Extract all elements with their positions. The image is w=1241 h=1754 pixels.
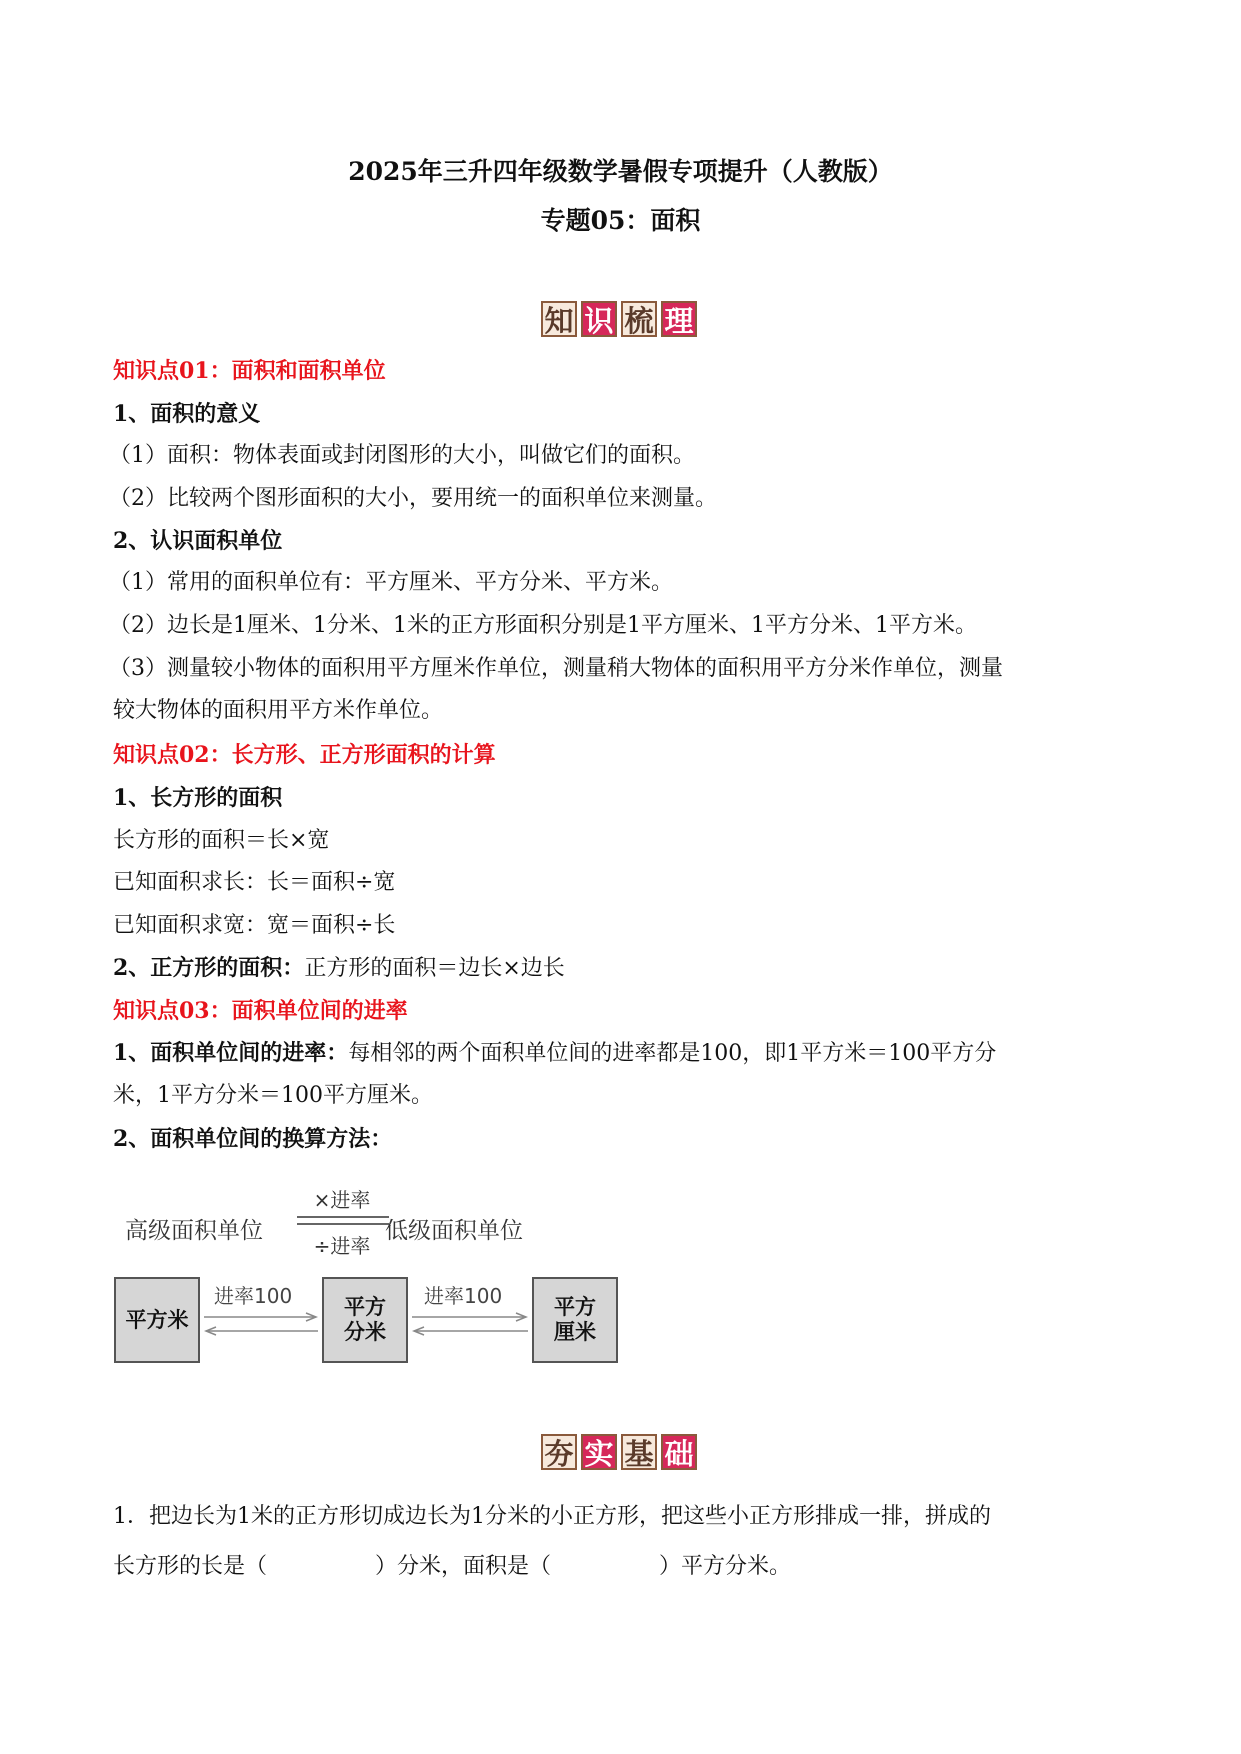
kp2-heading: 知识点02：长方形、正方形面积的计算 — [113, 742, 496, 768]
question-1-line2 — [113, 1553, 791, 1581]
kp2-section2-text: 正方形的面积＝边长×边长 — [304, 956, 565, 981]
banner-knowledge-review — [541, 301, 697, 337]
banner-char: 基 — [621, 1434, 657, 1470]
banner-char: 知 — [541, 301, 577, 337]
unit-box-square-decimeter — [322, 1277, 408, 1363]
question-1-text: 长方形的长是（ — [113, 1554, 268, 1579]
banner-char: 识 — [581, 301, 617, 337]
question-1-text: ）分米，面积是（ — [375, 1554, 552, 1579]
kp3-heading: 知识点03：面积单位间的进率 — [113, 998, 408, 1024]
unit-box-label: 平方 — [344, 1295, 386, 1319]
double-line-icon — [295, 1214, 391, 1228]
kp2-section1-title: 1、长方形的面积 — [113, 785, 283, 811]
banner-char: 础 — [661, 1434, 697, 1470]
double-arrow-icon — [202, 1311, 320, 1337]
document-title: 2025年三升四年级数学暑假专项提升（人教版） — [348, 157, 893, 186]
kp1-item-continued: 较大物体的面积用平方米作单位。 — [113, 698, 444, 723]
kp3-section1-continued: 米，1平方分米＝100平方厘米。 — [113, 1083, 433, 1108]
kp1-item: （1）面积：物体表面或封闭图形的大小，叫做它们的面积。 — [109, 443, 695, 468]
document-subtitle: 专题05：面积 — [540, 206, 701, 235]
banner-char: 理 — [661, 301, 697, 337]
banner-char: 实 — [581, 1434, 617, 1470]
kp1-item: （1）常用的面积单位有：平方厘米、平方分米、平方米。 — [109, 570, 673, 595]
unit-box-label: 分米 — [344, 1320, 386, 1344]
area-units-diagram — [114, 1277, 624, 1372]
unit-box-square-meter — [114, 1277, 200, 1363]
kp1-heading: 知识点01：面积和面积单位 — [113, 358, 386, 384]
kp3-section1-title: 1、面积单位间的进率： — [113, 1040, 349, 1066]
banner-solid-foundation — [541, 1434, 697, 1470]
conversion-bottom-label: ÷进率 — [313, 1234, 371, 1258]
conversion-top-label: ×进率 — [313, 1188, 371, 1212]
kp2-section2-title: 2、正方形的面积： — [113, 955, 305, 981]
kp3-section1-text: 每相邻的两个面积单位间的进率都是100，即1平方米＝100平方分 — [348, 1041, 997, 1066]
kp1-section1-title: 1、面积的意义 — [113, 401, 261, 427]
unit-box-square-centimeter — [532, 1277, 618, 1363]
double-arrow-icon — [410, 1311, 530, 1337]
conversion-left-label: 高级面积单位 — [125, 1218, 263, 1244]
banner-char: 梳 — [621, 301, 657, 337]
question-1-line1: 1．把边长为1米的正方形切成边长为1分米的小正方形，把这些小正方形排成一排，拼成的 — [113, 1504, 991, 1529]
conversion-right-label: 低级面积单位 — [385, 1218, 523, 1244]
kp2-section2 — [113, 954, 565, 983]
unit-box-label: 厘米 — [554, 1320, 596, 1344]
kp1-section2-title: 2、认识面积单位 — [113, 528, 283, 554]
kp3-section1 — [113, 1039, 996, 1068]
question-1-text: ）平方分米。 — [659, 1554, 792, 1579]
rate-label: 进率100 — [424, 1284, 503, 1308]
rate-label: 进率100 — [214, 1284, 293, 1308]
conversion-method-diagram — [125, 1190, 565, 1290]
kp2-formula: 已知面积求宽：宽＝面积÷长 — [113, 913, 396, 938]
banner-char: 夯 — [541, 1434, 577, 1470]
kp1-item: （2）比较两个图形面积的大小，要用统一的面积单位来测量。 — [109, 486, 717, 511]
kp3-section2-title: 2、面积单位间的换算方法： — [113, 1126, 393, 1152]
kp2-formula: 已知面积求长：长＝面积÷宽 — [113, 870, 396, 895]
kp1-item: （3）测量较小物体的面积用平方厘米作单位，测量稍大物体的面积用平方分米作单位，测量 — [109, 656, 1004, 681]
unit-box-label: 平方 — [554, 1295, 596, 1319]
kp2-formula: 长方形的面积＝长×宽 — [113, 828, 330, 853]
kp1-item: （2）边长是1厘米、1分米、1米的正方形面积分别是1平方厘米、1平方分米、1平方米。 — [109, 613, 977, 638]
unit-box-label: 平方米 — [125, 1307, 189, 1332]
